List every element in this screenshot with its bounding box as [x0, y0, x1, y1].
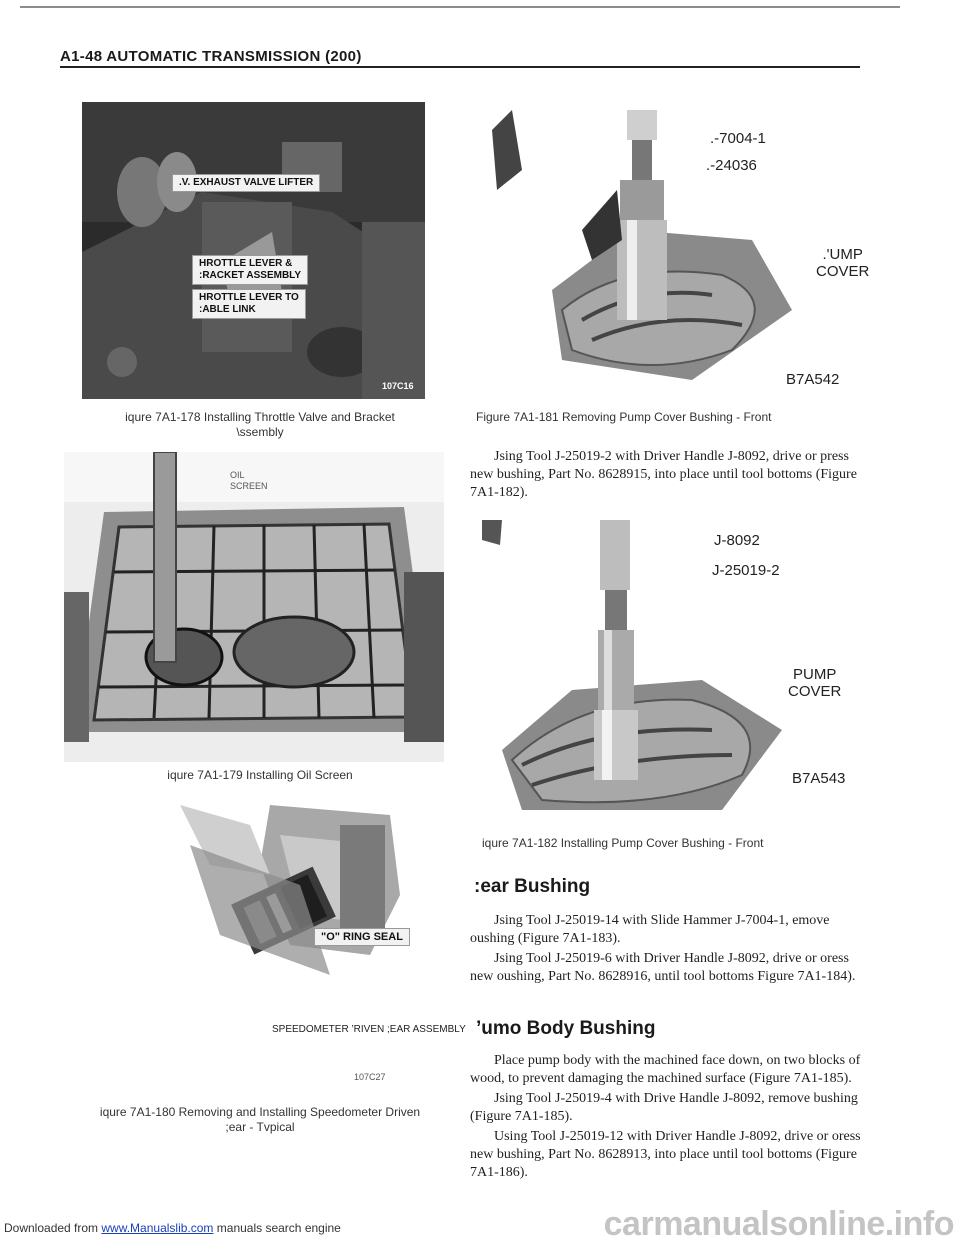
callout-throttle-lever-bracket: HROTTLE LEVER & :RACKET ASSEMBLY [192, 255, 308, 285]
footer-prefix: Downloaded from [4, 1221, 102, 1235]
figure-178-code: 107C16 [382, 381, 414, 391]
download-footer [4, 1221, 341, 1235]
intro-paragraph [470, 448, 862, 504]
figure-181-caption: Figure 7A1-181 Removing Pump Cover Bushing - Front [476, 410, 772, 424]
rear-bushing-step-1: Jsing Tool J-25019-14 with Slide Hammer J-7004-1, emove oushing (Figure 7A1-183). [470, 913, 830, 946]
figure-181-photo [492, 110, 812, 390]
pump-body-step-3: Using Tool J-25019-12 with Driver Handle J-8092, drive or oress new bushing, Part No. 8628913, into place until tool bottoms (Figure 7A1-186). [470, 1129, 861, 1180]
callout-throttle-lever-cable-link: HROTTLE LEVER TO :ABLE LINK [192, 289, 306, 319]
label-j-25019-2: J-25019-2 [712, 562, 780, 579]
label-24036: .-24036 [706, 157, 757, 174]
figure-180-photo [70, 805, 430, 1025]
figure-178-caption: iqure 7A1-178 Installing Throttle Valve and Bracket \ssembly [125, 410, 395, 439]
carmanualsonline-watermark: carmanualsonline.info [603, 1205, 954, 1243]
oil-screen-label: OIL SCREEN [230, 470, 268, 491]
callout-exhaust-valve-lifter: .V. EXHAUST VALVE LIFTER [172, 174, 320, 192]
page-header-title: A1-48 AUTOMATIC TRANSMISSION (200) [60, 48, 362, 65]
rear-bushing-heading: :ear Bushing [474, 876, 591, 897]
figure-181-code: B7A542 [786, 371, 840, 388]
figure-178-photo [82, 102, 425, 399]
figure-180-code: 107C27 [354, 1072, 386, 1082]
header-rule [60, 66, 860, 68]
footer-suffix: manuals search engine [213, 1221, 341, 1235]
label-7004-1: .-7004-1 [710, 130, 766, 147]
callout-o-ring-seal: "O" RING SEAL [314, 928, 410, 946]
manualslib-link[interactable]: www.Manualslib.com [101, 1221, 214, 1235]
pump-body-step-1: Place pump body with the machined face down, on two blocks of wood, to prevent damaging the machined surface (Figure 7A1-185). [470, 1053, 861, 1086]
label-j-8092: J-8092 [714, 532, 760, 549]
pump-body-bushing-body [470, 1052, 862, 1184]
figure-179-photo [64, 452, 444, 762]
figure-182-caption: iqure 7A1-182 Installing Pump Cover Bushing - Front [482, 836, 764, 850]
figure-180-caption: iqure 7A1-180 Removing and Installing Speedometer Driven ;ear - Tvpical [99, 1105, 421, 1134]
rear-bushing-step-2: Jsing Tool J-25019-6 with Driver Handle J-8092, drive or oress new oushing, Part No. 8628916, until tool bottoms Figure 7A1-184). [470, 951, 856, 984]
label-pump-cover-182: PUMP COVER [788, 666, 842, 700]
pump-body-step-2: Jsing Tool J-25019-4 with Drive Handle J-8092, remove bushing (Figure 7A1-185). [470, 1091, 858, 1124]
intro-text: Jsing Tool J-25019-2 with Driver Handle J-8092, drive or press new bushing, Part No. 8628915, into place until tool bottoms (Figure 7A1-182). [470, 449, 857, 500]
figure-182-code: B7A543 [792, 770, 846, 787]
figure-179-caption: iqure 7A1-179 Installing Oil Screen [167, 768, 353, 782]
label-pump-cover-181: .'UMP COVER [816, 246, 870, 280]
rear-bushing-body [470, 912, 862, 988]
scan-top-line [20, 6, 900, 8]
callout-speedometer-driven-gear: SPEEDOMETER ’RIVEN ;EAR ASSEMBLY [272, 1024, 466, 1035]
pump-body-bushing-heading: ’umo Body Bushing [476, 1018, 656, 1039]
